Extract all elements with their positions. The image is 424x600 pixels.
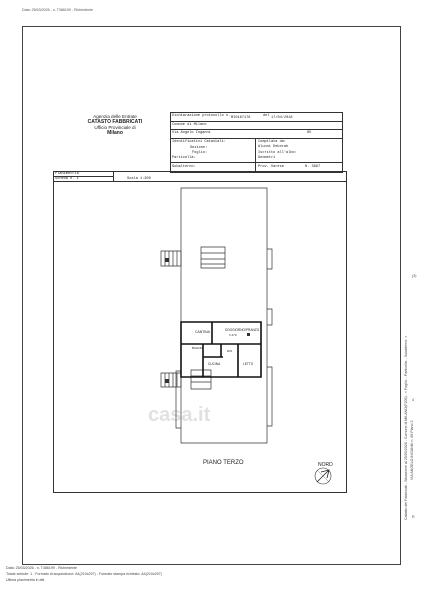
protocollo-value: MI0167178 xyxy=(231,116,251,120)
room-cucina: CUCINA xyxy=(208,362,221,366)
compilata-label: Compilata da: xyxy=(258,140,287,144)
side-text-2: VIA ANGELO INGANNI n. 65 Piano 3 xyxy=(410,420,414,480)
room-bagno: BAGNO xyxy=(192,346,203,350)
del-value: 17/04/2018 xyxy=(271,116,293,120)
scheda-number: Scheda n. 1 xyxy=(55,177,79,181)
north-label: NORD xyxy=(318,462,333,468)
foglio: Foglio: xyxy=(192,151,208,155)
del-label: del xyxy=(263,114,270,118)
room-letto: LETTO xyxy=(243,362,254,366)
room-cantina: CANTINA xyxy=(195,330,210,334)
planimetria-title: Planimetria xyxy=(55,172,79,176)
side-mark-3: R xyxy=(412,515,415,519)
via: Via Angelo Inganni xyxy=(172,131,211,135)
agency-ufficio: Ufficio Provinciale di xyxy=(94,125,136,130)
footer-line-3: Ultima planimetria in atti xyxy=(6,578,45,582)
top-stamp: Data: 25/03/2026 - n. T386199 - Richiedente xyxy=(22,8,94,12)
agency-catasto: CATASTO FABBRICATI xyxy=(87,119,143,125)
room-soggiorno: SOGGIORNO/PRANZO xyxy=(225,328,260,332)
prov-number: N. 3697 xyxy=(305,165,321,169)
protocollo-label: Dichiarazione protocollo n. xyxy=(172,114,231,118)
sezione: Sezione: xyxy=(190,146,208,150)
footer-line-1: Data: 25/03/2026 - n. T386199 - Richiedente xyxy=(6,566,78,570)
particella: Particella: xyxy=(172,156,196,160)
floor-label: PIANO TERZO xyxy=(203,460,244,466)
scala: Scala 1:200 xyxy=(127,177,151,181)
side-mark-1: (3) xyxy=(412,274,417,278)
ident-label: Identificativi Catastali: xyxy=(172,140,226,144)
side-mark-2: 4 xyxy=(412,398,414,402)
agency-block xyxy=(64,114,166,136)
civico: 65 xyxy=(307,131,312,135)
iscritto-value: Geometri xyxy=(258,156,276,160)
agency-name: Agenzia delle Entrate xyxy=(93,114,137,119)
room-soggiorno-height: h 270 xyxy=(229,333,237,337)
compilata-value: Alunni Deborah xyxy=(258,145,289,149)
agency-city: Milano xyxy=(107,130,123,136)
prov-label: Prov. Varese xyxy=(258,165,284,169)
north-arrow-icon xyxy=(315,468,331,484)
floor-plan xyxy=(53,181,347,493)
room-dis: DIS xyxy=(227,349,233,353)
side-text: Catasto dei Fabbricati - Situazione al 25/03/2026 - Comune di MILANO(F205) - < Foglio: - Particella: - Subalterno: > xyxy=(404,335,408,520)
subalterno: Subalterno: xyxy=(172,165,196,169)
comune: Comune di Milano xyxy=(172,123,207,127)
footer-line-2: Totale schede: 1 - Formato di acquisizione: A4(210x297) - Formato stampa richiesto: A4(210x297) xyxy=(6,572,162,576)
iscritto-label: Iscritto all'albo: xyxy=(258,151,297,155)
watermark: casa.it xyxy=(148,404,211,426)
